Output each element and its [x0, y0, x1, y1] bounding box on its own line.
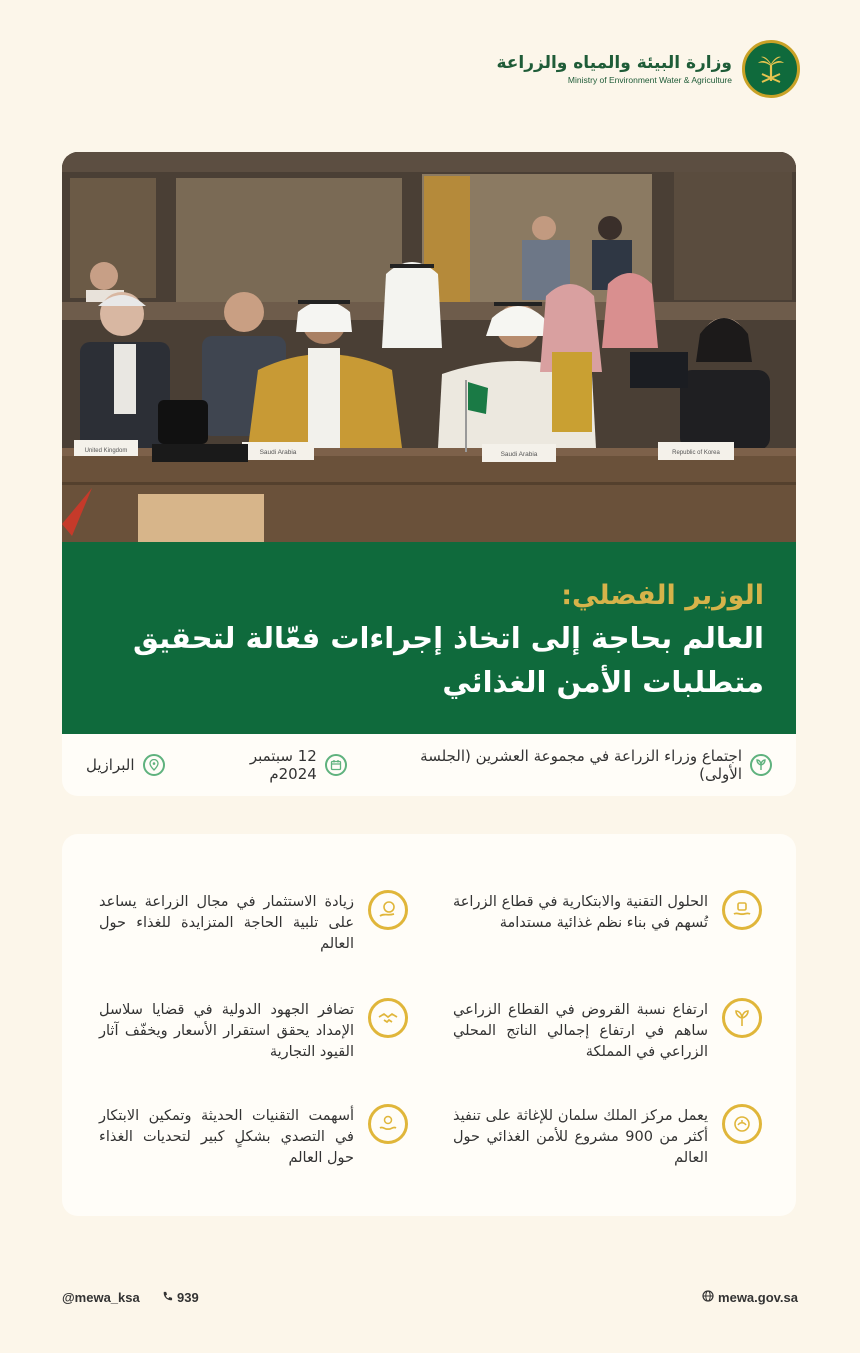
point-text: الحلول التقنية والابتكارية في قطاع الزراعة تُسهم في بناء نظم غذائية مستدامة — [453, 894, 708, 931]
twitter-handle: @mewa_ksa — [62, 1290, 140, 1305]
ministry-name — [496, 53, 732, 85]
plant-growth-icon — [722, 998, 762, 1038]
svg-text:United Kingdom: United Kingdom — [84, 448, 128, 454]
twitter-handle-link[interactable] — [62, 1290, 140, 1305]
relief-center-icon — [722, 1104, 762, 1144]
country-placard — [242, 442, 314, 460]
point-item — [422, 1106, 762, 1169]
phone-icon — [162, 1290, 173, 1305]
tech-hands-icon — [722, 890, 762, 930]
country-placard — [482, 444, 556, 462]
point-item — [68, 1106, 408, 1169]
calendar-icon — [325, 754, 347, 776]
footer — [62, 1290, 798, 1312]
ministry-logo — [496, 40, 800, 98]
headline-banner — [62, 542, 796, 734]
country-placard — [658, 442, 734, 460]
headline-title-line2: متطلبات الأمن الغذائي — [442, 665, 764, 699]
headline-title-line1: العالم بحاجة إلى اتخاذ إجراءات فعّالة لتحقيق — [132, 621, 764, 655]
point-item — [68, 892, 408, 955]
headline-kicker: الوزير الفضلي: — [561, 580, 764, 611]
event-name: اجتماع وزراء الزراعة في مجموعة العشرين (الجلسة الأولى) — [420, 747, 742, 783]
ministry-name-arabic: وزارة البيئة والمياه والزراعة — [496, 53, 732, 73]
website-url: mewa.gov.sa — [718, 1290, 798, 1305]
svg-text:Saudi Arabia: Saudi Arabia — [259, 449, 297, 456]
key-points-card — [62, 834, 796, 1216]
handshake-icon — [368, 998, 408, 1038]
point-item — [422, 1000, 762, 1063]
event-date: 12 سبتمبر 2024م — [249, 747, 317, 783]
meeting-photo — [62, 152, 796, 542]
location-pin-icon — [143, 754, 165, 776]
event-info-bar — [62, 734, 796, 796]
phone-number: 939 — [177, 1290, 199, 1305]
point-item — [422, 892, 762, 934]
website-link[interactable] — [702, 1290, 798, 1305]
event-location: البرازيل — [86, 756, 135, 774]
svg-text:Saudi Arabia: Saudi Arabia — [500, 451, 538, 458]
globe-icon — [702, 1290, 714, 1305]
country-placard — [74, 440, 138, 456]
point-text: تضافر الجهود الدولية في قضايا سلاسل الإمداد يحقق استقرار الأسعار ويخفّف آثار القيود التجارية — [99, 1002, 354, 1060]
point-text: يعمل مركز الملك سلمان للإغاثة على تنفيذ أكثر من 900 مشروع للأمن الغذائي حول العالم — [453, 1108, 708, 1166]
innovation-hand-icon — [368, 1104, 408, 1144]
point-text: زيادة الاستثمار في مجال الزراعة يساعد على تلبية الحاجة المتزايدة للغذاء حول العالم — [99, 894, 354, 952]
svg-text:Republic of Korea: Republic of Korea — [672, 450, 720, 456]
point-text: أسهمت التقنيات الحديثة وتمكين الابتكار في التصدي بشكلٍ كبير لتحديات الغذاء حول العالم — [99, 1108, 354, 1166]
investment-icon — [368, 890, 408, 930]
point-item — [68, 1000, 408, 1063]
point-text: ارتفاع نسبة القروض في القطاع الزراعي ساهم في ارتفاع إجمالي الناتج المحلي الزراعي في المملكة — [453, 1002, 708, 1060]
ministry-name-english: Ministry of Environment Water & Agriculture — [567, 75, 732, 85]
event-location-item — [86, 754, 165, 776]
event-date-item — [202, 747, 347, 783]
leaf-icon — [750, 754, 772, 776]
palm-emblem-icon — [742, 40, 800, 98]
event-name-item — [384, 747, 772, 783]
phone-link[interactable] — [162, 1290, 199, 1305]
